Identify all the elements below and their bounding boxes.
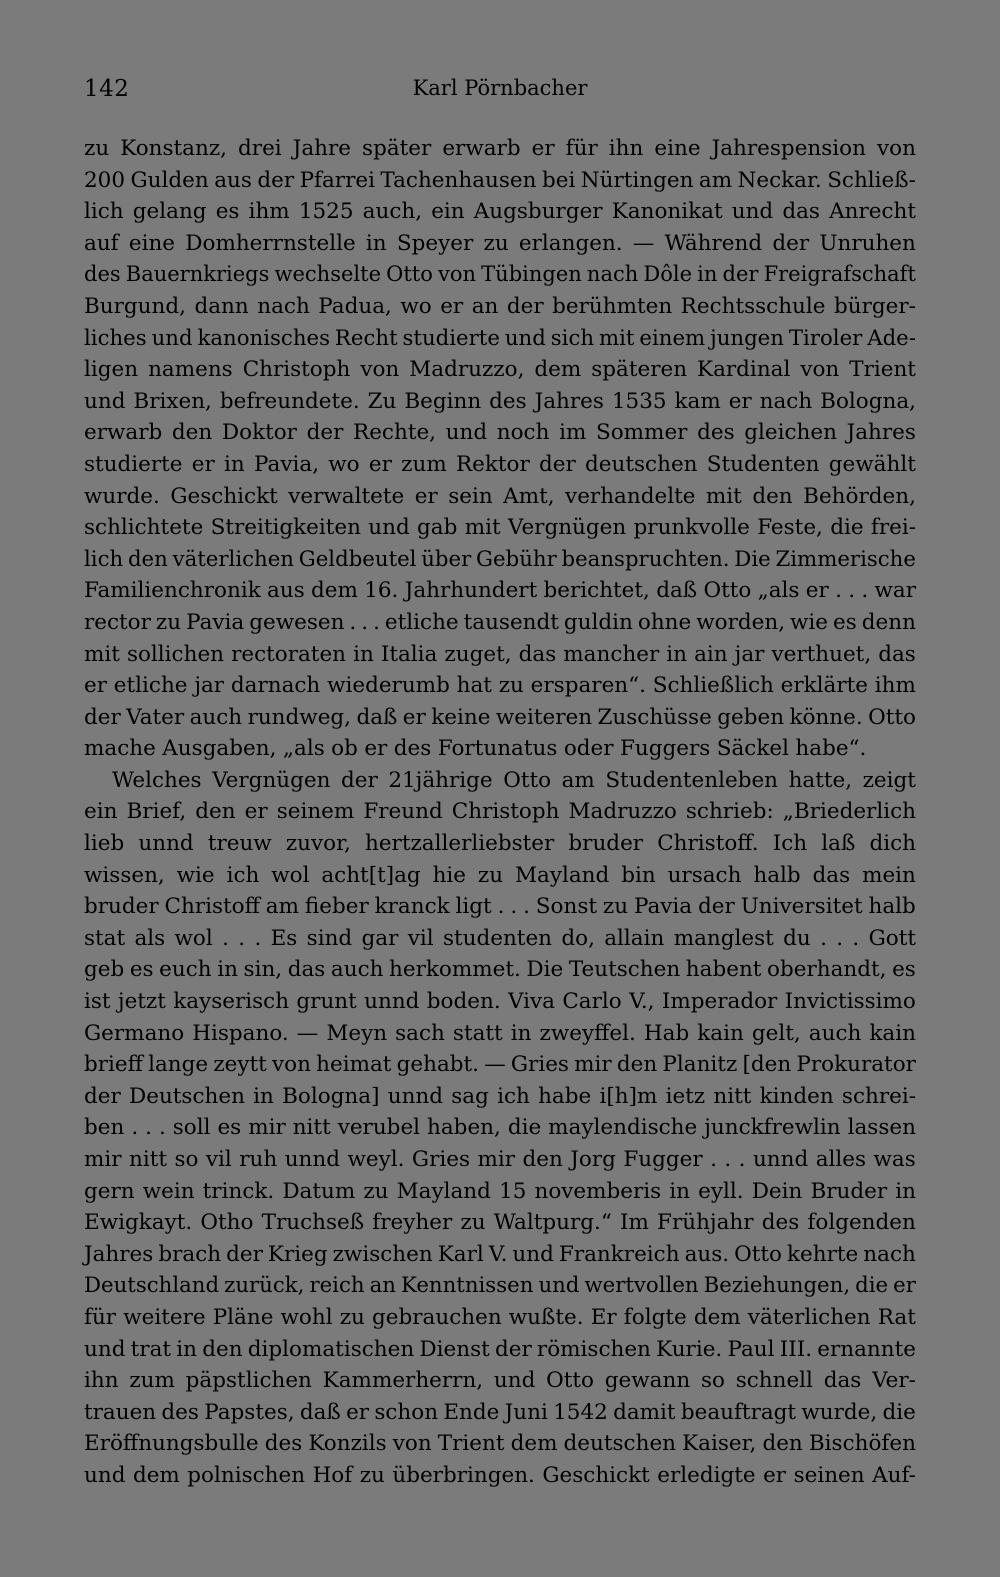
text-line: der Deutschen in Bologna] unnd sag ich habe i[h]m ietz nitt kinden schrei- xyxy=(84,1083,916,1109)
text-line: der Vater auch rundweg, daß er keine weiteren Zuschüsse geben könne. Otto xyxy=(84,704,916,730)
text-line: des Bauernkriegs wechselte Otto von Tübingen nach Dôle in der Freigrafschaft xyxy=(84,262,916,287)
running-head: Karl Pörnbacher xyxy=(412,76,588,100)
text-line: bruder Christoff am fieber kranck ligt . . . Sonst zu Pavia der Universitet halb xyxy=(84,894,916,920)
text-line: Germano Hispano. — Meyn sach statt in zweyffel. Hab kain gelt, auch kain xyxy=(84,1020,916,1046)
text-line: gern wein trinck. Datum zu Mayland 15 novemberis in eyll. Dein Bruder in xyxy=(84,1178,916,1204)
text-line: lich den väterlichen Geldbeutel über Gebühr beanspruchten. Die Zimmerische xyxy=(84,546,916,572)
text-line: Familienchronik aus dem 16. Jahrhundert berichtet, daß Otto „als er . . . war xyxy=(84,578,916,604)
text-line: wissen, wie ich wol acht[t]ag hie zu Mayland bin ursach halb das mein xyxy=(84,862,916,888)
text-line: wurde. Geschickt verwaltete er sein Amt, verhandelte mit den Behörden, xyxy=(84,483,916,509)
body-text xyxy=(84,133,916,1492)
text-line: auf eine Domherrnstelle in Speyer zu erlangen. — Während der Unruhen xyxy=(84,230,916,256)
text-line: Burgund, dann nach Padua, wo er an der berühmten Rechtsschule bürger- xyxy=(84,293,916,319)
text-line: für weitere Pläne wohl zu gebrauchen wußte. Er folgte dem väterlichen Rat xyxy=(84,1304,916,1330)
text-line: und trat in den diplomatischen Dienst der römischen Kurie. Paul III. ernannte xyxy=(84,1336,916,1362)
text-line: ihn zum päpstlichen Kammerherrn, und Otto gewann so schnell das Ver- xyxy=(84,1368,916,1394)
text-line: stat als wol . . . Es sind gar vil studenten do, allain manglest du . . . Gott xyxy=(84,925,916,951)
page-header xyxy=(84,76,916,112)
text-line: 200 Gulden aus der Pfarrei Tachenhausen bei Nürtingen am Neckar. Schließ- xyxy=(84,167,916,193)
text-line: Eröffnungsbulle des Konzils von Trient dem deutschen Kaiser, den Bischöfen xyxy=(84,1431,916,1457)
text-line: schlichtete Streitigkeiten und gab mit Vergnügen prunkvolle Feste, die frei- xyxy=(84,515,916,541)
text-line: erwarb den Doktor der Rechte, und noch im Sommer des gleichen Jahres xyxy=(84,420,916,446)
text-line: Welches Vergnügen der 21jährige Otto am Studentenleben hatte, zeigt xyxy=(112,767,916,793)
text-line: rector zu Pavia gewesen . . . etliche tausendt guldin ohne worden, wie es denn xyxy=(84,609,916,635)
text-line: studierte er in Pavia, wo er zum Rektor der deutschen Studenten gewählt xyxy=(84,451,916,477)
text-line: mache Ausgaben, „als ob er des Fortunatus oder Fuggers Säckel habe“. xyxy=(84,736,867,762)
text-line: ben . . . soll es mir nitt verubel haben, die maylendische junckfrewlin lassen xyxy=(84,1115,916,1141)
text-line: mir nitt so vil ruh unnd weyl. Gries mir den Jorg Fugger . . . unnd alles was xyxy=(84,1147,916,1172)
text-line: geb es euch in sin, das auch herkommet. Die Teutschen habent oberhandt, es xyxy=(84,957,916,983)
text-line: Jahres brach der Krieg zwischen Karl V. und Frankreich aus. Otto kehrte nach xyxy=(84,1241,916,1267)
page-number: 142 xyxy=(84,76,130,102)
text-line: er etliche jar darnach wiederumb hat zu ersparen“. Schließlich erklärte ihm xyxy=(84,673,916,699)
text-line: liches und kanonisches Recht studierte und sich mit einem jungen Tiroler Ade- xyxy=(84,325,916,351)
text-line: und Brixen, befreundete. Zu Beginn des Jahres 1535 kam er nach Bologna, xyxy=(84,388,916,414)
text-line: ist jetzt kayserisch grunt unnd boden. Viva Carlo V., Imperador Invictissimo xyxy=(84,989,916,1015)
text-line: ein Brief, den er seinem Freund Christoph Madruzzo schrieb: „Briederlich xyxy=(84,799,916,825)
text-line: und dem polnischen Hof zu überbringen. Geschickt erledigte er seinen Auf- xyxy=(84,1462,916,1488)
text-line: lieb unnd treuw zuvor, hertzallerliebster bruder Christoff. Ich laß dich xyxy=(84,831,916,857)
text-line: Deutschland zurück, reich an Kenntnissen und wertvollen Beziehungen, die er xyxy=(84,1273,916,1299)
text-line: trauen des Papstes, daß er schon Ende Juni 1542 damit beauftragt wurde, die xyxy=(84,1399,916,1425)
text-line: zu Konstanz, drei Jahre später erwarb er für ihn eine Jahrespension von xyxy=(84,136,916,161)
text-line: mit sollichen rectoraten in Italia zuget, das mancher in ain jar verthuet, das xyxy=(84,641,916,667)
text-line: brieff lange zeytt von heimat gehabt. — Gries mir den Planitz [den Prokurator xyxy=(84,1052,916,1078)
text-line: ligen namens Christoph von Madruzzo, dem späteren Kardinal von Trient xyxy=(84,357,916,383)
text-line: Ewigkayt. Otho Truchseß freyher zu Waltpurg.“ Im Frühjahr des folgenden xyxy=(84,1210,916,1236)
text-line: lich gelang es ihm 1525 auch, ein Augsburger Kanonikat und das Anrecht xyxy=(84,199,916,225)
